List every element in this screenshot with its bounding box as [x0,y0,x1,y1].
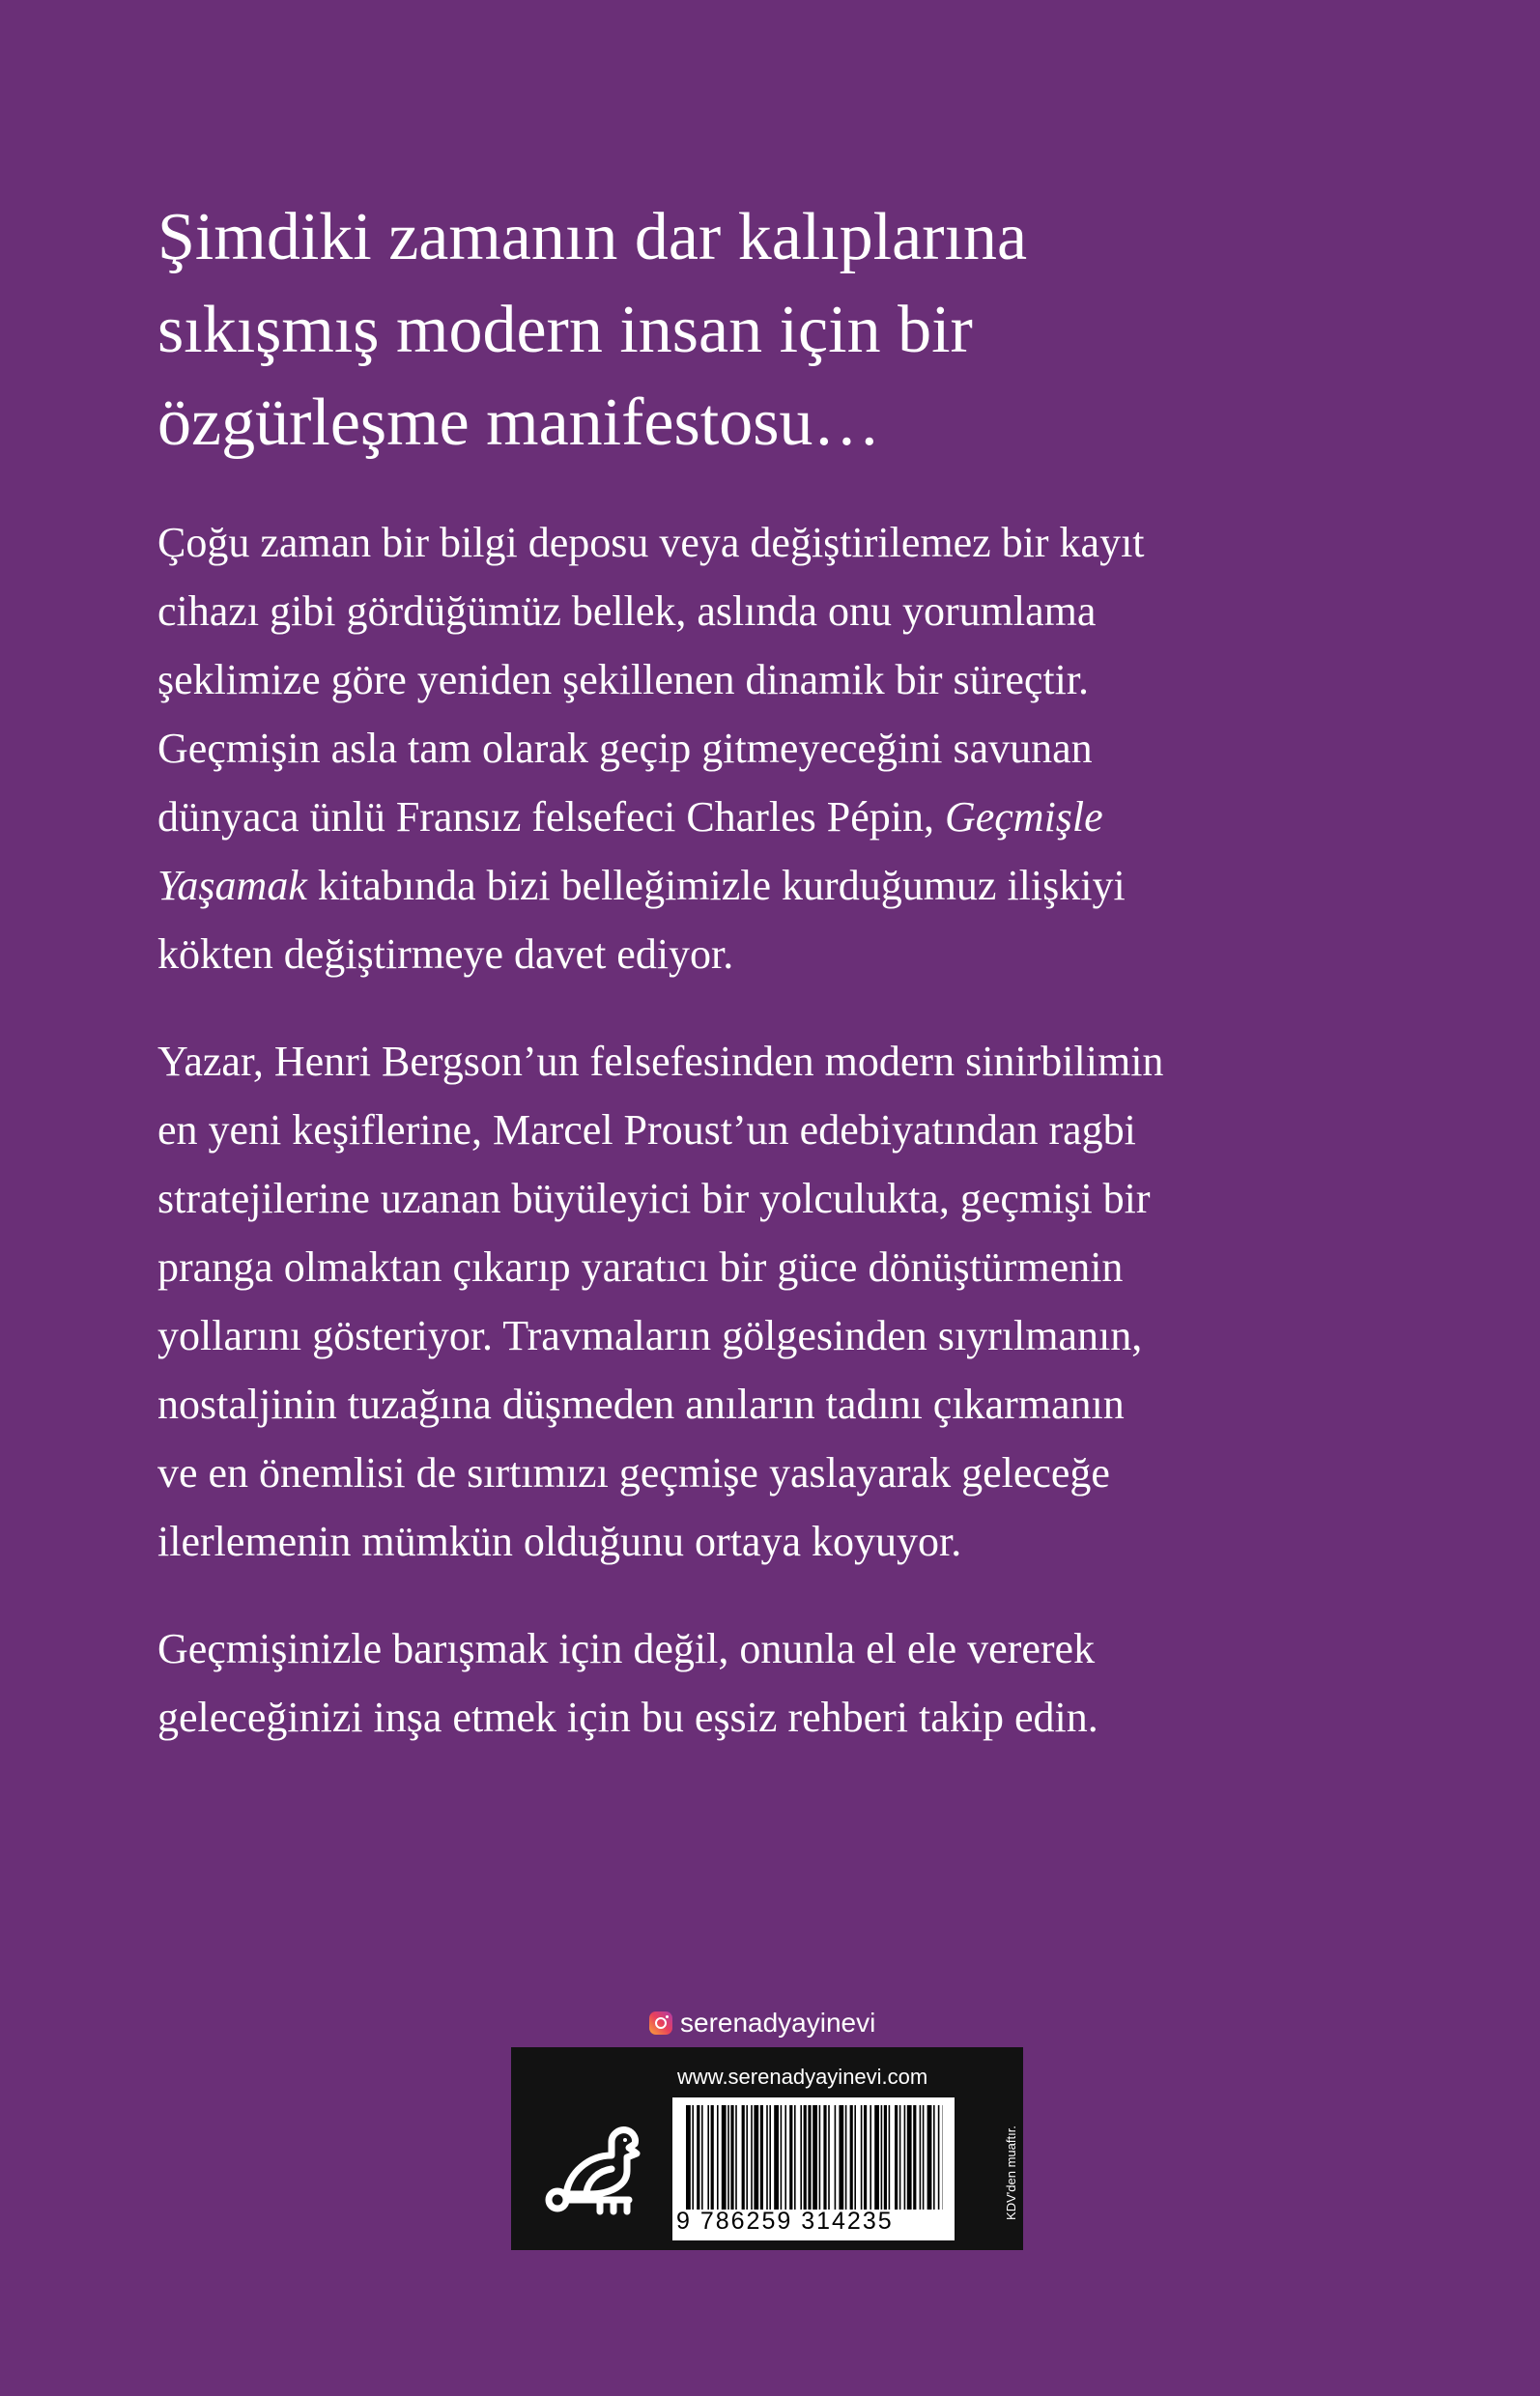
text-line: Geçmişinizle barışmak için değil, onunla el ele vererek [157,1625,1096,1672]
barcode-bar [751,2105,753,2210]
barcode-bar [717,2105,719,2210]
headline-line: sıkışmış modern insan için bir [157,293,973,367]
headline [157,191,1355,470]
text-line: cihazı gibi gördüğümüz bellek, aslında onu yorumlama [157,587,1097,635]
text-segment: dünyaca ünlü Fransız felsefeci Charles Pépin, [157,793,945,841]
text-line: stratejilerine uzanan büyüleyici bir yolculukta, geçmişi bir [157,1175,1151,1222]
barcode-bar [784,2105,786,2210]
bird-key-logo-icon [540,2115,646,2221]
barcode-bar [881,2105,883,2210]
barcode-bar [870,2105,871,2210]
text-line: ve en önemlisi de sırtımızı geçmişe yaslayarak geleceğe [157,1449,1110,1497]
barcode-panel [511,2047,1023,2250]
book-title: Yaşamak [157,862,307,909]
text-line [157,783,1404,851]
barcode-bar [769,2105,771,2210]
barcode-bar [927,2105,932,2210]
text-line: şeklimize göre yeniden şekillenen dinamik bir süreçtir. [157,656,1090,703]
barcode-bar [808,2105,811,2210]
text-line: en yeni keşiflerine, Marcel Proust’un edebiyatından ragbi [157,1106,1136,1154]
text-line: nostaljinin tuzağına düşmeden anıların tadını çıkarmanın [157,1381,1125,1428]
barcode-bar [819,2105,821,2210]
barcode-bar [794,2105,796,2210]
instagram-handle [649,2004,875,2042]
instagram-icon [649,2011,672,2035]
barcode-bar [781,2105,783,2210]
barcode-bar [754,2105,758,2210]
headline-line: özgürleşme manifestosu… [157,385,881,460]
barcode-bar [899,2105,901,2210]
headline-line: Şimdiki zamanın dar kalıplarına [157,200,1028,274]
barcode-label [672,2097,955,2240]
barcode-bar [904,2105,906,2210]
barcode-bar [813,2105,817,2210]
text-segment: kitabında bizi belleğimizle kurduğumuz ilişkiyi [306,862,1126,909]
barcode-bar [920,2105,922,2210]
text-line [157,851,1404,920]
text-line: geleceğinizi inşa etmek için bu eşsiz rehberi takip edin. [157,1694,1098,1741]
barcode-bar [774,2105,779,2210]
barcode-bar [742,2105,745,2210]
barcode-bar [800,2105,802,2210]
text-line: Geçmişin asla tam olarak geçip gitmeyeceğini savunan [157,725,1093,772]
barcode-bar [766,2105,768,2210]
barcode-bar [730,2105,733,2210]
isbn-barcode [686,2105,943,2210]
barcode-bar [895,2105,898,2210]
barcode-bar [727,2105,729,2210]
text-line: yollarını gösteriyor. Travmaların gölgesinden sıyrılmanın, [157,1312,1143,1359]
barcode-bar [823,2105,826,2210]
blurb-paragraph-2 [157,1027,1404,1576]
text-line: pranga olmaktan çıkarıp yaratıcı bir güce dönüştürmenin [157,1243,1124,1291]
tax-exempt-note: KDV'den muaftır. [1004,2125,1018,2220]
barcode-bar [889,2105,891,2210]
barcode-bar [804,2105,807,2210]
text-line: Yazar, Henri Bergson’un felsefesinden modern sinirbilimin [157,1038,1164,1085]
barcode-bar [884,2105,887,2210]
barcode-bar [735,2105,737,2210]
barcode-bar [933,2105,935,2210]
book-title: Geçmişle [944,793,1103,841]
barcode-bar [722,2105,727,2210]
text-line: kökten değiştirmeye davet ediyor. [157,930,734,978]
barcode-bar [907,2105,912,2210]
barcode-bar [938,2105,940,2210]
barcode-bar [707,2105,709,2210]
barcode-bar [839,2105,843,2210]
instagram-handle-text: serenadyayinevi [680,2008,876,2038]
barcode-bar [697,2105,699,2210]
barcode-bar [701,2105,703,2210]
text-line: Çoğu zaman bir bilgi deposu veya değiştirilemez bir kayıt [157,519,1145,566]
barcode-bar [854,2105,856,2210]
text-line: ilerlemenin mümkün olduğunu ortaya koyuyor. [157,1518,962,1565]
blurb [157,508,1404,1790]
isbn-number: 9 786259 314235 [676,2208,894,2235]
barcode-bar [686,2105,691,2210]
barcode-bar [913,2105,916,2210]
barcode-bar [746,2105,748,2210]
barcode-bar [692,2105,694,2210]
barcode-bar [861,2105,863,2210]
barcode-bar [760,2105,763,2210]
barcode-bar [923,2105,925,2210]
barcode-bar [845,2105,847,2210]
barcode-bar [835,2105,837,2210]
barcode-bar [828,2105,830,2210]
publisher-website: www.serenadyayinevi.com [677,2065,928,2089]
blurb-paragraph-3 [157,1614,1404,1752]
barcode-bar [874,2105,879,2210]
blurb-paragraph-1 [157,508,1404,988]
barcode-bar [850,2105,853,2210]
barcode-bar [789,2105,792,2210]
barcode-bar [711,2105,714,2210]
barcode-bar [864,2105,867,2210]
